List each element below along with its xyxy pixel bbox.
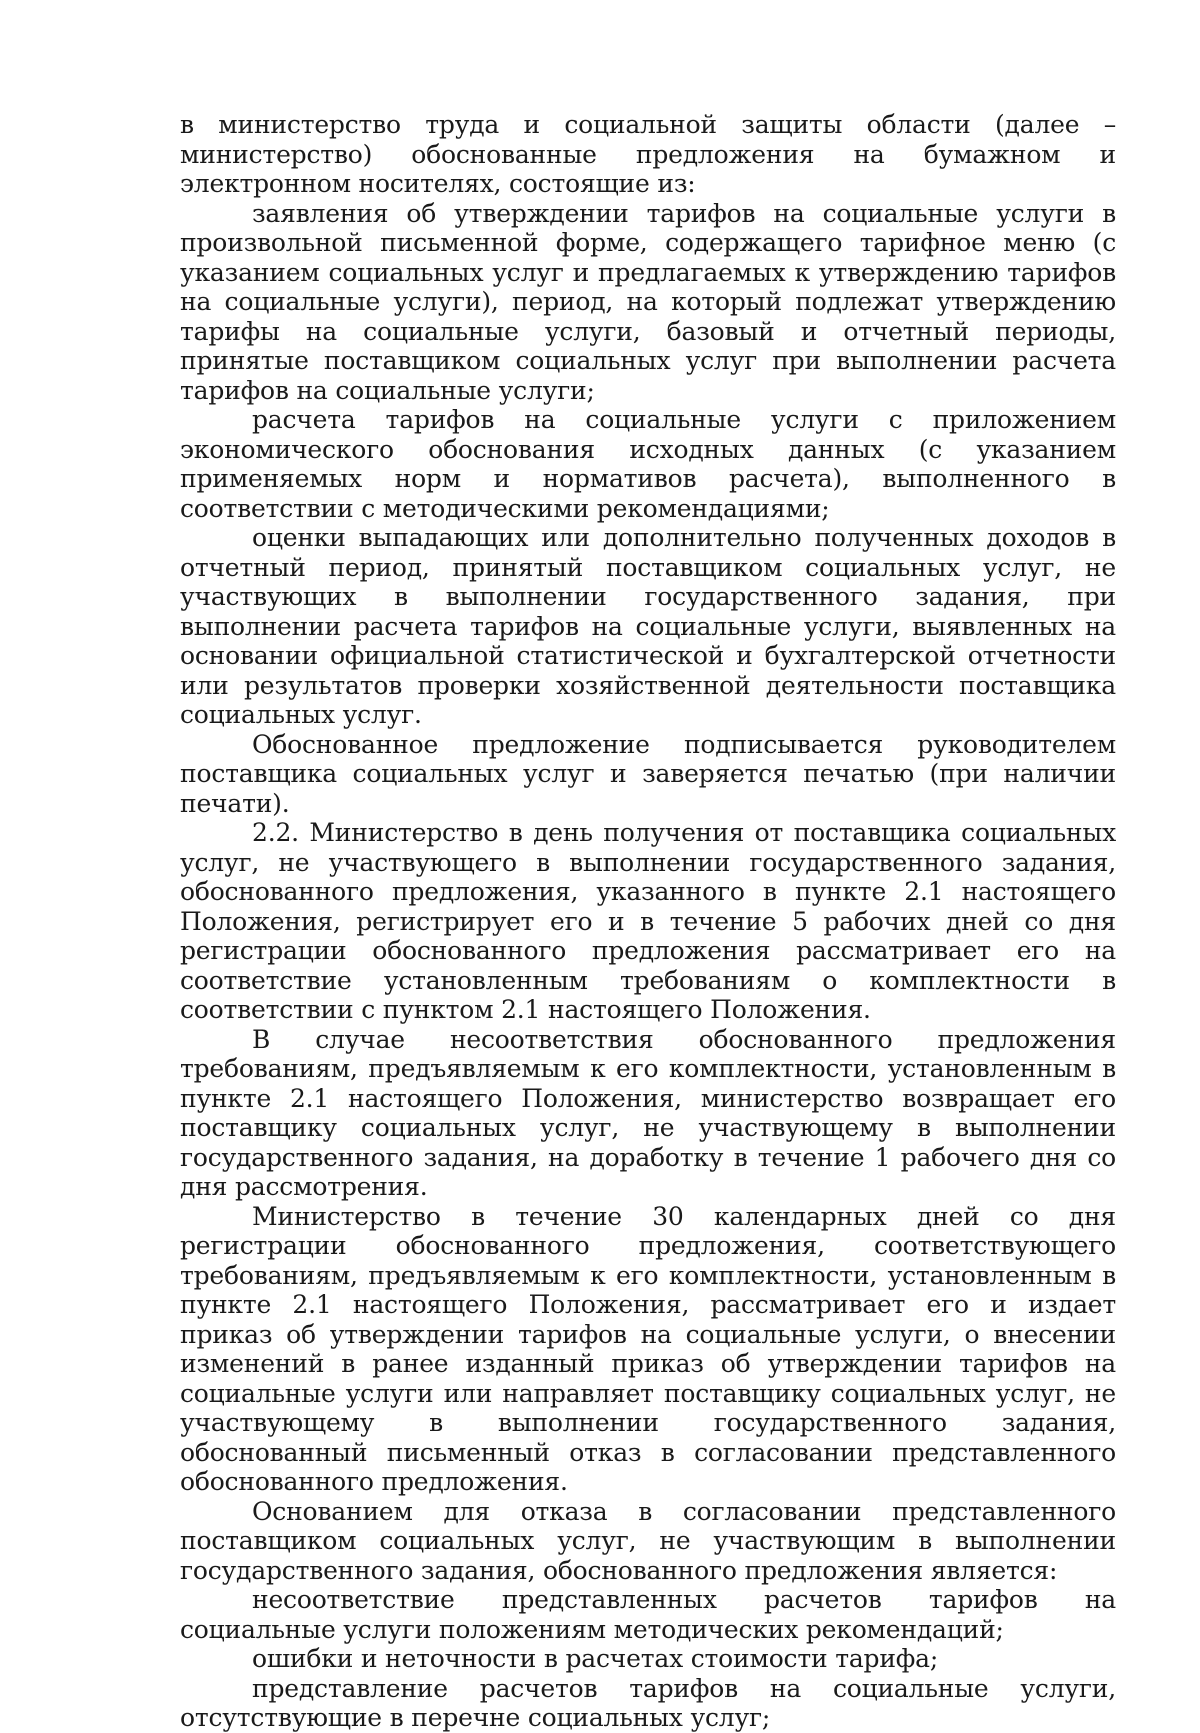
paragraph-6: 2.2. Министерство в день получения от поставщика социальных услуг, не участвующего в выполнении государственного задания, обоснованного предложения, указанного в пункте 2.1 настоящего Положения, регистрирует его и в течение 5 рабочих дней со дня регистрации обоснованного предложения рассматривает его на соответствие установленным требованиям о комплектности в соответствии с пунктом 2.1 настоящего Положения. <box>180 818 1116 1024</box>
paragraph-2: заявления об утверждении тарифов на социальные услуги в произвольной письменной форме, содержащего тарифное меню (с указанием социальных услуг и предлагаемых к утверждению тарифов на социальные услуги), период, на который подлежат утверждению тарифы на социальные услуги, базовый и отчетный периоды, принятые поставщиком социальных услуг при выполнении расчета тарифов на социальные услуги; <box>180 198 1116 405</box>
paragraph-12: представление расчетов тарифов на социальные услуги, отсутствующие в перечне социальных услуг; <box>180 1673 1116 1732</box>
paragraph-8: Министерство в течение 30 календарных дней со дня регистрации обоснованного предложения, соответствующего требованиям, предъявляемым к его комплектности, установленным в пункте 2.1 настоящего Положения, рассматривает его и издает приказ об утверждении тарифов на социальные услуги, о внесении изменений в ранее изданный приказ об утверждении тарифов на социальные услуги или направляет поставщику социальных услуг, не участвующему в выполнении государственного задания, обоснованный письменный отказ в согласовании представленного обоснованного предложения. <box>180 1201 1116 1496</box>
paragraph-4: оценки выпадающих или дополнительно полученных доходов в отчетный период, принятый поставщиком социальных услуг, не участвующих в выполнении государственного задания, при выполнении расчета тарифов на социальные услуги, выявленных на основании официальной статистической и бухгалтерской отчетности или результатов проверки хозяйственной деятельности поставщика социальных услуг. <box>180 523 1116 729</box>
paragraph-9: Основанием для отказа в согласовании представленного поставщиком социальных услуг, не участвующим в выполнении государственного задания, обоснованного предложения является: <box>180 1496 1116 1585</box>
paragraph-7: В случае несоответствия обоснованного предложения требованиям, предъявляемым к его комплектности, установленным в пункте 2.1 настоящего Положения, министерство возвращает его поставщику социальных услуг, не участвующему в выполнении государственного задания, на доработку в течение 1 рабочего дня со дня рассмотрения. <box>180 1024 1116 1201</box>
paragraph-5: Обоснованное предложение подписывается руководителем поставщика социальных услуг и заверяется печатью (при наличии печати). <box>180 729 1116 818</box>
paragraph-1: в министерство труда и социальной защиты области (далее – министерство) обоснованные предложения на бумажном и электронном носителях, состоящие из: <box>180 110 1116 198</box>
paragraph-3: расчета тарифов на социальные услуги с приложением экономического обоснования исходных данных (с указанием применяемых норм и нормативов расчета), выполненного в соответствии с методическими рекомендациями; <box>180 405 1116 523</box>
document-page <box>180 110 1116 1733</box>
paragraph-11: ошибки и неточности в расчетах стоимости тарифа; <box>252 1644 939 1673</box>
paragraph-10: несоответствие представленных расчетов тарифов на социальные услуги положениям методических рекомендаций; <box>180 1585 1116 1644</box>
